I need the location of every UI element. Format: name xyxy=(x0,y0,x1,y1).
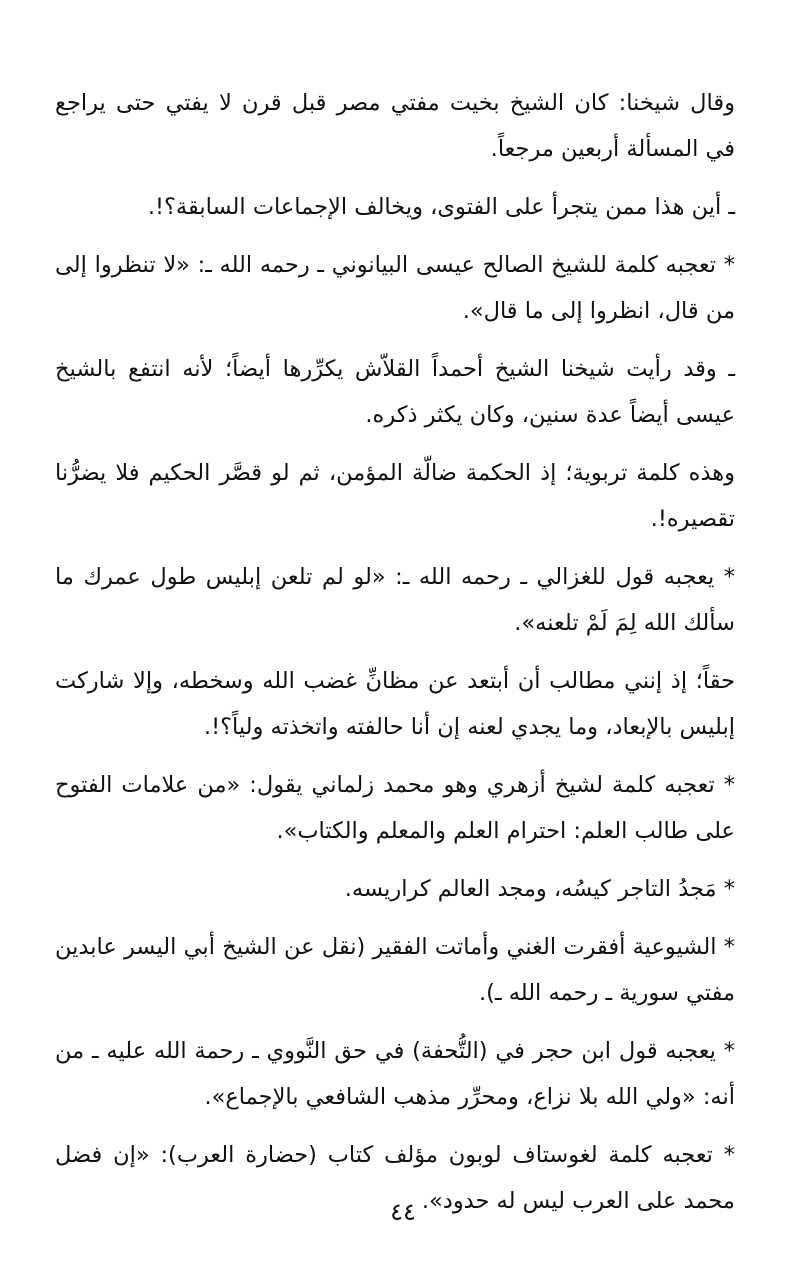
paragraph: وقال شيخنا: كان الشيخ بخيت مفتي مصر قبل قرن لا يفتي حتى يراجع في المسألة أربعين مرجعاً. xyxy=(55,90,735,162)
paragraph: * تعجبه كلمة للشيخ الصالح عيسى البيانوني ـ رحمه الله ـ: «لا تنظروا إلى من قال، انظروا إلى ما قال». xyxy=(55,252,735,324)
paragraph: * مَجدُ التاجر كيسُه، ومجد العالم كراريسه. xyxy=(344,876,735,902)
paragraph: ـ وقد رأيت شيخنا الشيخ أحمداً القلاّش يكرِّرها أيضاً؛ لأنه انتفع بالشيخ عيسى أيضاً عدة سنين، وكان يكثر ذكره. xyxy=(55,356,735,428)
paragraph: وهذه كلمة تربوية؛ إذ الحكمة ضالّة المؤمن، ثم لو قصَّر الحكيم فلا يضرُّنا تقصيره!. xyxy=(55,460,735,532)
paragraph: * يعجبه قول للغزالي ـ رحمه الله ـ: «لو لم تلعن إبليس طول عمرك ما سألك الله لِمَ لَمْ تلعنه». xyxy=(55,564,735,636)
paragraph: * الشيوعية أفقرت الغني وأماتت الفقير (نقل عن الشيخ أبي اليسر عابدين مفتي سورية ـ رحمه الله ـ). xyxy=(55,934,735,1006)
paragraph: * يعجبه قول ابن حجر في (التُّحفة) في حق النَّووي ـ رحمة الله عليه ـ من أنه: «ولي الله بلا نزاع، ومحرِّر مذهب الشافعي بالإجماع». xyxy=(55,1038,735,1110)
page-body xyxy=(55,80,735,1236)
paragraph: ـ أين هذا ممن يتجرأ على الفتوى، ويخالف الإجماعات السابقة؟!. xyxy=(147,194,735,220)
paragraph: حقاً؛ إذ إنني مطالب أن أبتعد عن مظانِّ غضب الله وسخطه، وإلا شاركت إبليس بالإبعاد، وما يجدي لعنه إن أنا حالفته واتخذته ولياً؟!. xyxy=(55,668,735,740)
page-number: ٤٤ xyxy=(390,1198,416,1226)
paragraph: * تعجبه كلمة لغوستاف لوبون مؤلف كتاب (حضارة العرب): «إن فضل محمد على العرب ليس له حدود». xyxy=(55,1142,735,1214)
paragraph: * تعجبه كلمة لشيخ أزهري وهو محمد زلماني يقول: «من علامات الفتوح على طالب العلم: احترام العلم والمعلم والكتاب». xyxy=(55,772,735,844)
